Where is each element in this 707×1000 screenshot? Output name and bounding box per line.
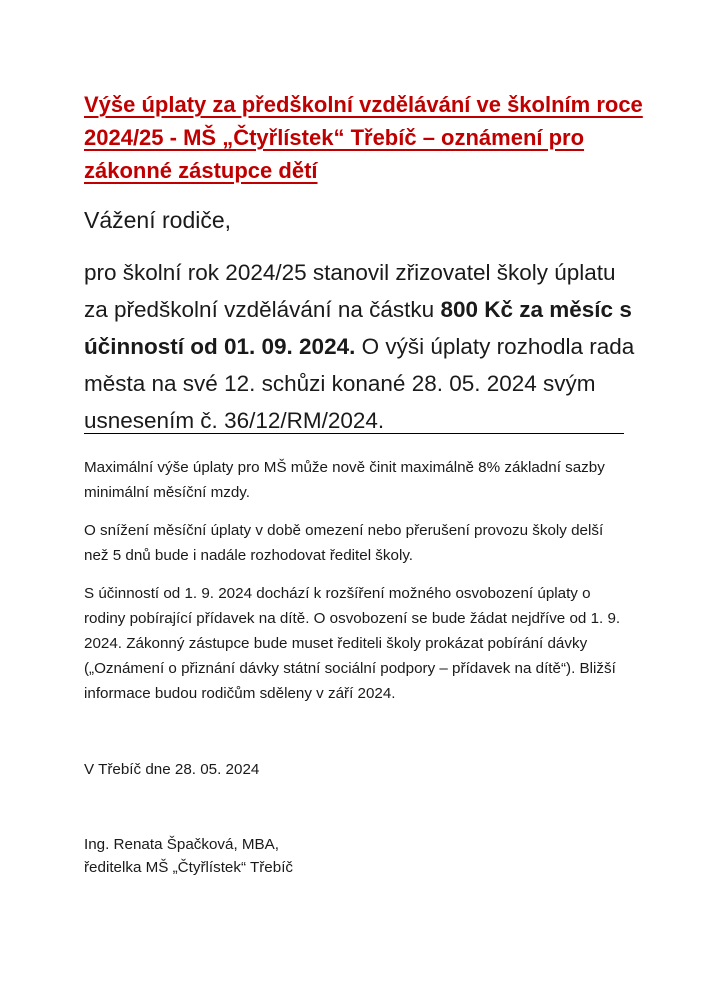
paragraph-max-fee: Maximální výše úplaty pro MŠ může nově činit maximálně 8% základní sazby minimální měsíční mzdy. [84, 459, 605, 501]
paragraph-exemption: S účinností od 1. 9. 2024 dochází k rozšíření možného osvobození úplaty o rodiny pobírající přídavek na dítě. O osvobození se bude žádat nejdříve od 1. 9. 2024. Zákonný zástupce bude muset řediteli školy prokázat pobírání dávky („Oznámení o přiznání dávky státní sociální podpory – přídavek na dítě“). Bližší informace budou rodičům sděleny v září 2024. [84, 585, 621, 702]
intro-text-1: pro školní rok 2024/25 stanovil zřizovatel školy úplatu za předškolní vzdělávání na částku [84, 260, 616, 322]
intro-text-2: O výši úplaty rozhodla rada města na své 12. schůzi konané 28. 05. 2024 svým usnesením č. 36/12/RM/2024. [84, 334, 635, 433]
signature-role: ředitelka MŠ „Čtyřlístek“ Třebíč [84, 859, 294, 876]
document-title: Výše úplaty za předškolní vzdělávání ve školním roce 2024/25 - MŠ „Čtyřlístek“ Třebíč – oznámení pro zákonné zástupce dětí [84, 92, 643, 183]
intro-paragraph [84, 254, 644, 439]
signature-block [84, 833, 293, 879]
date-line: V Třebíč dne 28. 05. 2024 [84, 761, 260, 778]
greeting: Vážení rodiče, [84, 207, 232, 233]
intro-bold-amount: 800 Kč za měsíc s účinností od 01. 09. 2024. [84, 297, 632, 359]
signature-name: Ing. Renata Špačková, MBA, [84, 836, 280, 853]
paragraph-fee-reduction: O snížení měsíční úplaty v době omezení nebo přerušení provozu školy delší než 5 dnů bude i nadále rozhodovat ředitel školy. [84, 522, 604, 564]
horizontal-divider [84, 433, 624, 434]
